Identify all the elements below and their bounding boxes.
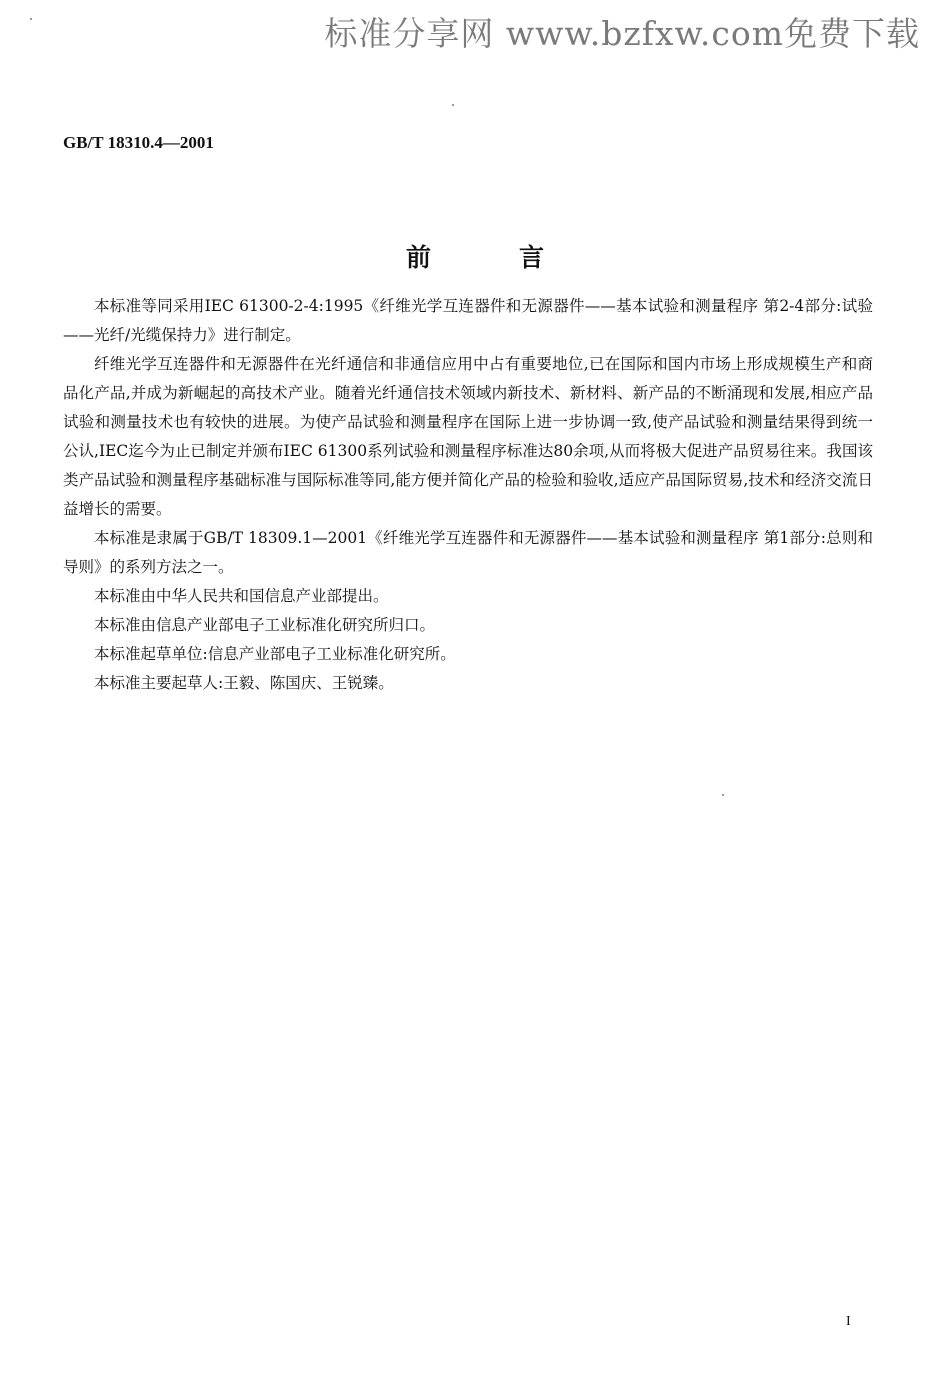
scan-speck xyxy=(30,18,32,20)
paragraph-background: 纤维光学互连器件和无源器件在光纤通信和非通信应用中占有重要地位,已在国际和国内市场上形成规模生产和商品化产品,并成为新崛起的高技术产业。随着光纤通信技术领域内新技术、新材料、新产品的不断涌现和发展,相应产品试验和测量技术也有较快的进展。为使产品试验和测量程序在国际上进一步协调一致,使产品试验和测量结果得到统一公认,IEC迄今为止已制定并颁布IEC 61300系列试验和测量程序标准达80余项,从而将极大促进产品贸易往来。我国该类产品试验和测量程序基础标准与国际标准等同,能方便并简化产品的检验和验收,适应产品国际贸易,技术和经济交流日益增长的需要。 xyxy=(63,355,873,518)
page-number: I xyxy=(846,1314,851,1329)
paragraph-series: 本标准是隶属于GB/T 18309.1—2001《纤维光学互连器件和无源器件——基本试验和测量程序 第1部分:总则和导则》的系列方法之一。 xyxy=(63,529,873,576)
foreword-body xyxy=(63,292,873,698)
standard-code: GB/T 18310.4—2001 xyxy=(63,133,214,152)
watermark-text: 标准分享网 www.bzfxw.com免费下载 xyxy=(324,14,920,53)
paragraph-centralized: 本标准由信息产业部电子工业标准化研究所归口。 xyxy=(94,616,436,634)
paragraph-drafting-unit: 本标准起草单位:信息产业部电子工业标准化研究所。 xyxy=(94,645,456,663)
paragraph-drafters: 本标准主要起草人:王毅、陈国庆、王锐臻。 xyxy=(94,674,394,692)
scan-speck xyxy=(722,794,724,796)
scan-speck xyxy=(452,104,454,106)
page-title: 前言 xyxy=(405,243,632,272)
paragraph-adoption: 本标准等同采用IEC 61300-2-4:1995《纤维光学互连器件和无源器件——基本试验和测量程序 第2-4部分:试验——光纤/光缆保持力》进行制定。 xyxy=(63,297,873,344)
paragraph-proposer: 本标准由中华人民共和国信息产业部提出。 xyxy=(94,587,389,605)
